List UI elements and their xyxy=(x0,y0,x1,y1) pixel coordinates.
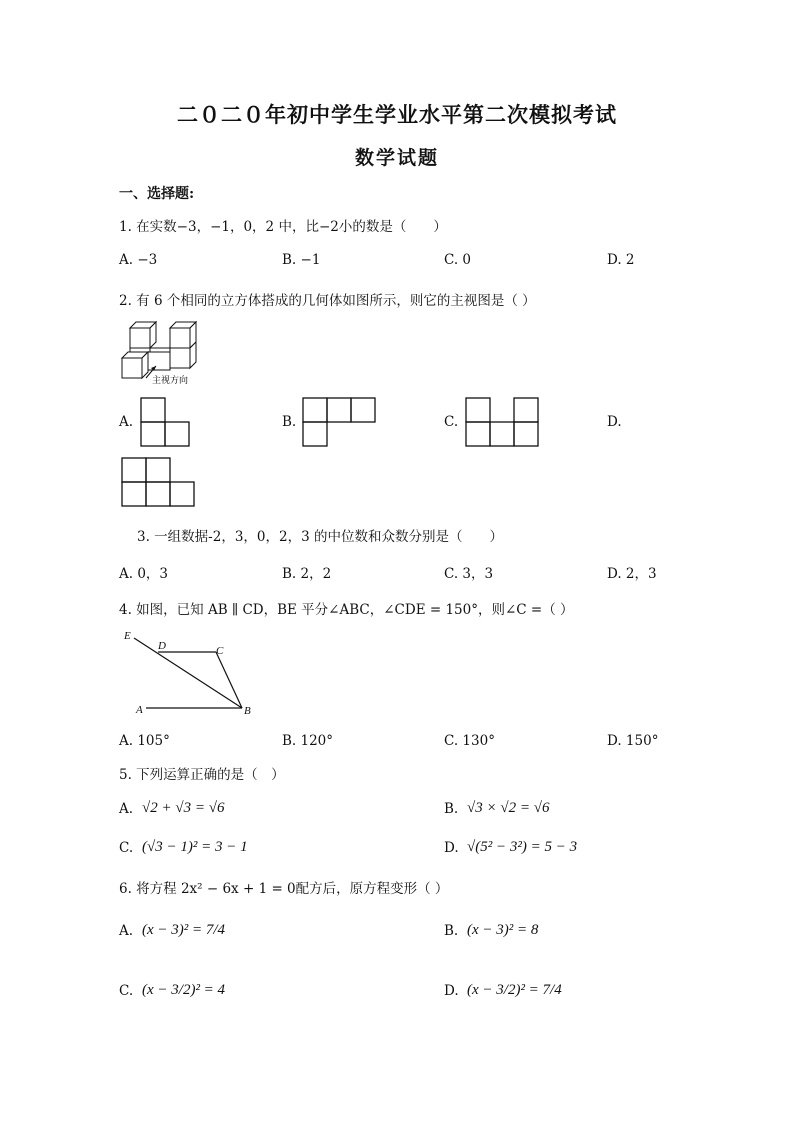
q2-option-c-figure xyxy=(465,397,541,449)
q2-cube-figure xyxy=(118,318,208,386)
q6-option-d: D. xyxy=(444,983,459,999)
exam-title: 二０二０年初中学生学业水平第二次模拟考试 xyxy=(177,102,617,127)
q6-option-b: B. xyxy=(444,923,459,939)
q2-option-c: C. xyxy=(444,414,459,430)
q1-option-d: D. 2 xyxy=(607,252,635,268)
q4-label-e: E xyxy=(124,630,131,642)
q2-option-d: D. xyxy=(607,414,622,430)
question-6-stem: 6. 将方程 2x² − 6x + 1 = 0配方后，原方程变形（ ） xyxy=(119,881,449,897)
q4-label-c: C xyxy=(216,645,224,657)
q5-option-d-expression: √(5² − 3²) = 5 − 3 xyxy=(467,839,578,855)
q6-option-c-expression: (x − 3/2)² = 4 xyxy=(142,982,226,998)
q6-option-a: A. xyxy=(119,923,134,939)
q2-option-a: A. xyxy=(119,414,134,430)
q3-option-a: A. 0，3 xyxy=(119,566,169,582)
q4-label-b: B xyxy=(244,705,251,717)
q4-label-a: A xyxy=(136,704,143,716)
q6-option-a-expression: (x − 3)² = 7/4 xyxy=(142,922,226,938)
q4-geometry-figure xyxy=(118,626,258,718)
q4-label-d: D xyxy=(158,640,166,652)
q5-option-a-expression: √2 + √3 = √6 xyxy=(142,800,225,816)
q1-option-c: C. 0 xyxy=(444,252,472,268)
q3-option-c: C. 3，3 xyxy=(444,566,494,582)
question-2-stem: 2. 有 6 个相同的立方体搭成的几何体如图所示，则它的主视图是（ ） xyxy=(119,293,536,309)
q5-option-a: A. xyxy=(119,801,134,817)
q6-option-b-expression: (x − 3)² = 8 xyxy=(467,922,539,938)
q2-option-b: B. xyxy=(282,414,297,430)
q2-option-d-figure xyxy=(121,457,197,509)
q2-option-a-figure xyxy=(140,397,192,449)
question-4-stem: 4. 如图，已知 AB ∥ CD，BE 平分∠ABC，∠CDE = 150°，则∠C =（ ） xyxy=(119,602,574,618)
question-3-stem: 3. 一组数据-2，3，0，2，3 的中位数和众数分别是（ ） xyxy=(137,529,503,545)
q2-option-b-figure xyxy=(302,397,378,449)
question-5-stem: 5. 下列运算正确的是（ ） xyxy=(119,767,285,783)
section-heading: 一、选择题: xyxy=(119,186,195,202)
q5-option-c-expression: (√3 − 1)² = 3 − 1 xyxy=(142,839,248,855)
q4-option-a: A. 105° xyxy=(119,733,170,749)
q1-option-b: B. −1 xyxy=(282,252,321,268)
q5-option-d: D. xyxy=(444,840,459,856)
q4-option-b: B. 120° xyxy=(282,733,334,749)
q5-option-b-expression: √3 × √2 = √6 xyxy=(467,800,550,816)
q1-option-a: A. −3 xyxy=(119,252,158,268)
q4-option-c: C. 130° xyxy=(444,733,495,749)
q3-option-d: D. 2，3 xyxy=(607,566,657,582)
exam-subtitle: 数学试题 xyxy=(354,147,439,169)
q5-option-b: B. xyxy=(444,801,459,817)
q5-option-c: C. xyxy=(119,840,134,856)
q6-option-c: C. xyxy=(119,983,134,999)
q3-option-b: B. 2，2 xyxy=(282,566,332,582)
question-1-stem: 1. 在实数−3，−1，0，2 中，比−2小的数是（ ） xyxy=(119,219,447,235)
q2-view-direction-label: 主视方向 xyxy=(152,375,189,385)
q6-option-d-expression: (x − 3/2)² = 7/4 xyxy=(467,982,562,998)
q4-option-d: D. 150° xyxy=(607,733,659,749)
